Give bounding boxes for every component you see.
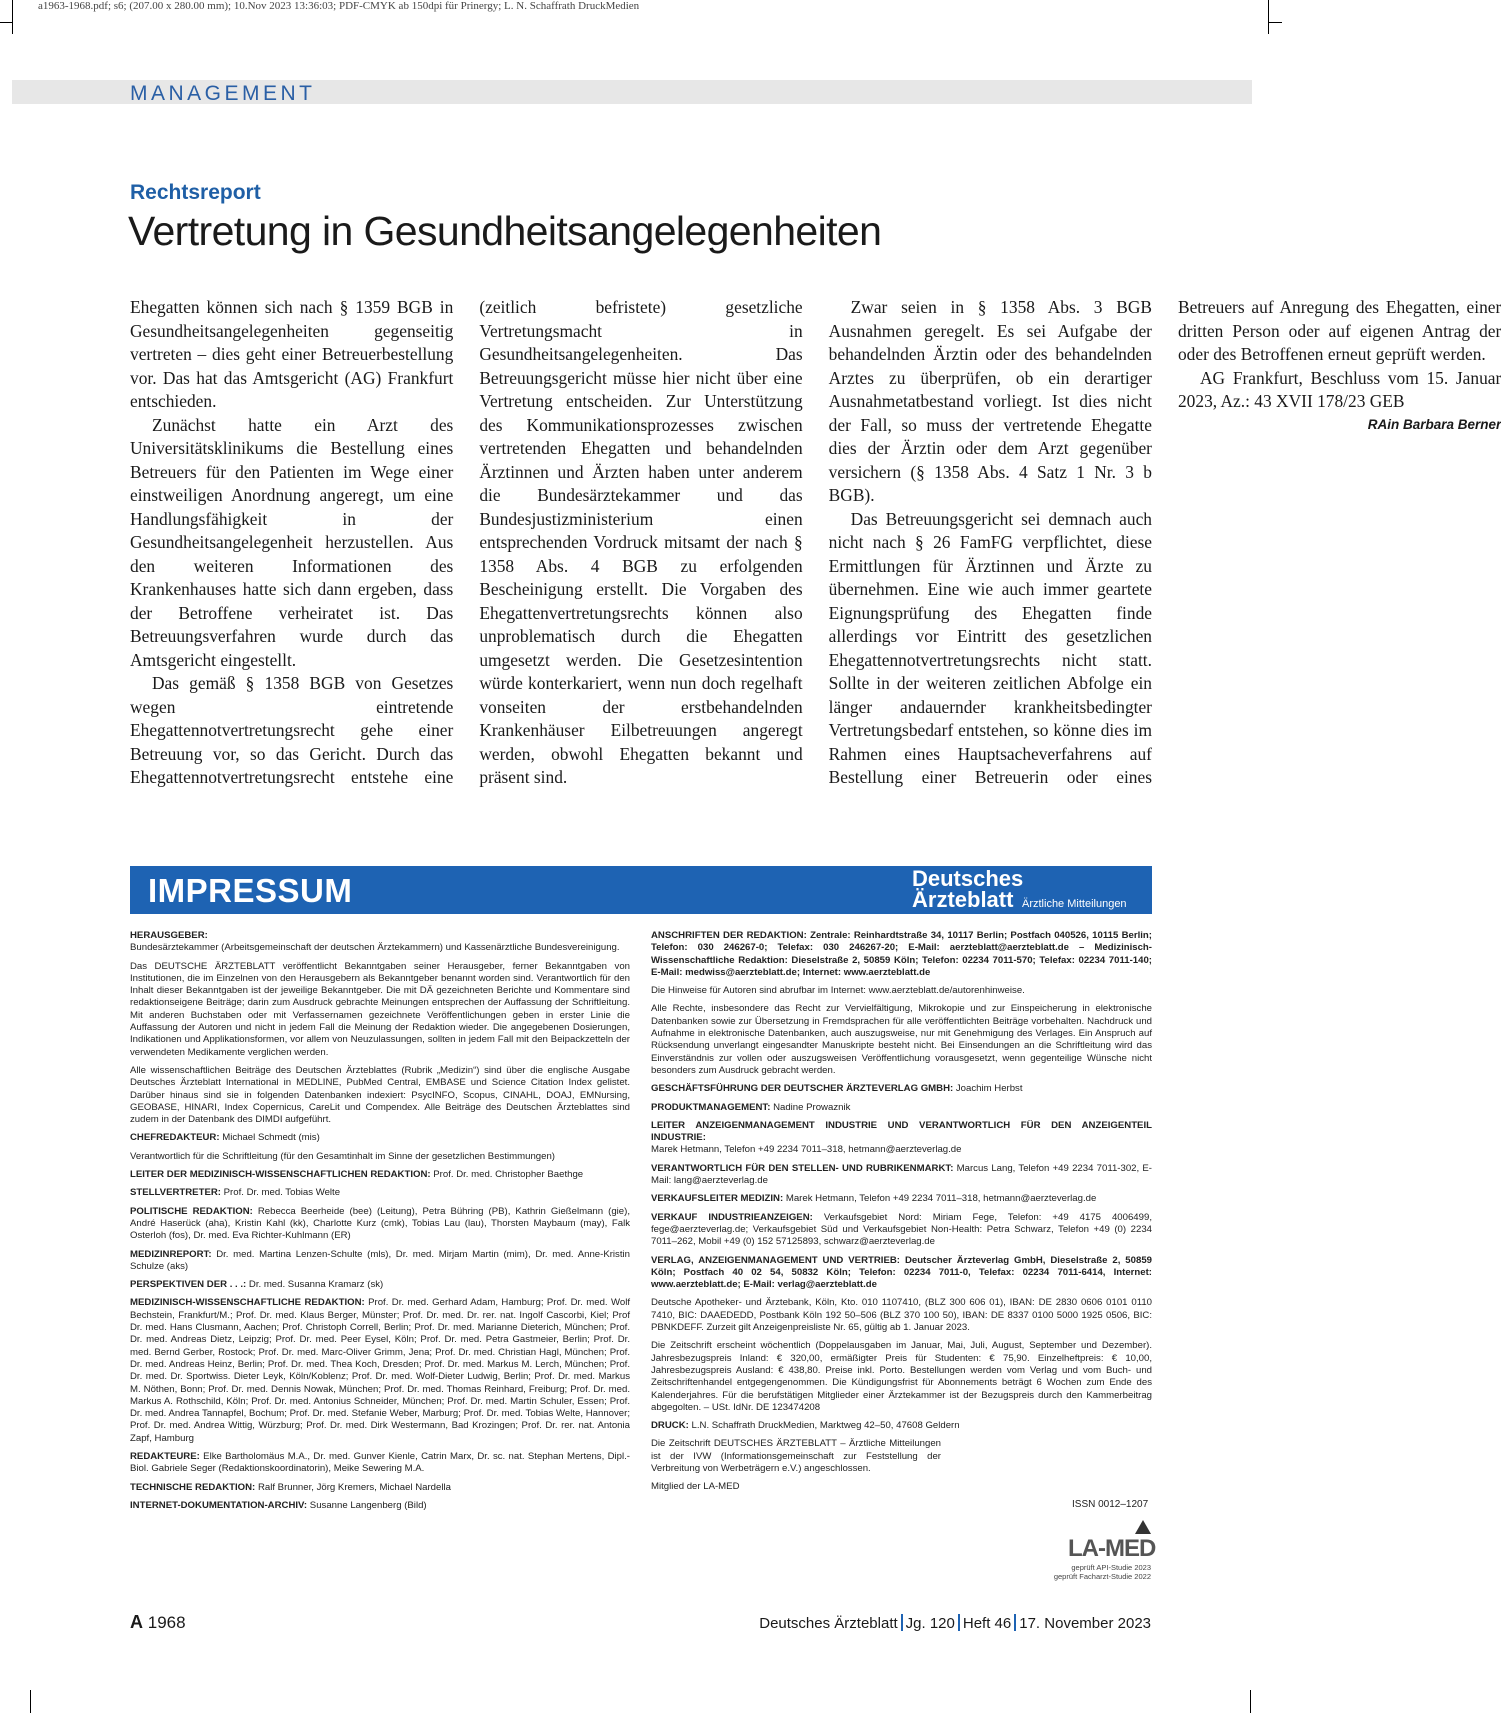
warning-triangle-icon	[1135, 1520, 1151, 1534]
impressum-entry-key: DRUCK:	[651, 1420, 689, 1432]
lamed-study-2: geprüft Facharzt-Studie 2022	[1053, 1572, 1151, 1581]
crop-mark	[30, 1690, 31, 1713]
footer-separator	[901, 1614, 903, 1631]
impressum-entry-value: Die Zeitschrift DEUTSCHES ÄRZTEBLATT – Ärztliche Mitteilungen ist der IVW (Informationsgemeinschaft zur Feststellung der Verbreitung von Werbeträgern e.V.) angeschlossen.	[651, 1438, 941, 1474]
impressum-entry	[651, 1102, 1152, 1114]
impressum-entry	[130, 1187, 630, 1199]
footer-journal: Deutsches Ärzteblatt	[759, 1615, 898, 1632]
impressum-entry-value: Zentrale: Reinhardtstraße 34, 10117 Berlin; Postfach 040526, 10115 Berlin; Telefon: 030 246267-0; Telefax: 030 246267-20; E-Mail: aerzteblatt@aerzteblatt.de – Medizinisch-Wissenschaftliche Redaktion: Dieselstraße 2, 50859 Köln; Telefon: 02234 7011-570; Telefax: 02234 7011-140; E-Mail: medwiss@aerzteblatt.de; Internet: www.aerzteblatt.de	[651, 930, 1152, 978]
impressum-entry	[130, 1279, 630, 1291]
page-number-value: 1968	[147, 1613, 186, 1632]
impressum-entry	[130, 1132, 630, 1144]
impressum-entry-value: Das DEUTSCHE ÄRZTEBLATT veröffentlicht Bekanntgaben seiner Herausgeber, ferner Bekanntgaben von Institutionen, die im Einzelnen von den Herausgebern als Bekanntgeber benannt worden sind. Verantwortlich für den Inhalt dieser Bekanntgaben ist der jeweilige Bekanntgeber. Die mit DÄ gezeichneten Berichte und Kommentare sind redaktionseigene Beiträge; darin zum Ausdruck gebrachte Meinungen entsprechen der Auffassung der Schriftleitung. Mit anderen Buchstaben oder mit Verfassernamen gezeichnete Veröffentlichungen geben in erster Linie die Auffassung der Autoren und nicht in jedem Fall die Meinung der Redaktion wieder. Die angegebenen Dosierungen, Indikationen und Applikationsformen, vor allem von Neuzulassungen, sollten in jedem Fall mit den Beipackzetteln der verwendeten Medikamente verglichen werden.	[130, 960, 630, 1058]
journal-logo-line1: Deutsches	[912, 866, 1024, 891]
crop-mark	[1268, 22, 1282, 23]
impressum-entry-key: HERAUSGEBER:	[130, 930, 208, 941]
impressum-entry-value: Susanne Langenberg (Bild)	[309, 1499, 427, 1511]
impressum-entry	[130, 1151, 630, 1163]
impressum-entry-key: MEDIZINREPORT:	[130, 1248, 212, 1260]
impressum-entry-value: Marek Hetmann, Telefon +49 2234 7011–318, hetmann@aerzteverlag.de	[651, 1144, 962, 1156]
impressum-entry	[651, 1212, 1152, 1249]
impressum-entry-key: GESCHÄFTSFÜHRUNG DER DEUTSCHER ÄRZTEVERLAG GMBH:	[651, 1083, 954, 1095]
impressum-entry	[651, 1438, 941, 1475]
impressum-entry-value: Verkaufsgebiet Nord: Miriam Fege, Telefon: +49 4175 4006499, fege@aerzteverlag.de; Verkaufsgebiet Süd und Verkaufsgebiet Non-Health: Petra Schwarz, Telefon +49 (0) 2234 7011–262, Mobil +49 (0) 152 57125893, schwarz@aerzteverlag.de	[651, 1211, 1152, 1248]
impressum-entry	[130, 930, 630, 955]
impressum-entry-value: Deutsche Apotheker- und Ärztebank, Köln, Kto. 010 1107410, (BLZ 300 606 01), IBAN: DE 2830 0606 0101 0110 7410, BIC: DAAEDEDD, Postbank Köln 192 50–506 (BLZ 370 100 50), IBAN: DE 8337 0100 5000 1925 0506, BIC: PBNKDEFF. Zurzeit gilt Anzeigenpreisliste Nr. 65, gültig ab 1. Januar 2023.	[651, 1297, 1152, 1334]
article-headline: Vertretung in Gesundheitsangelegenheiten	[128, 208, 882, 254]
impressum-entry-value: Nadine Prowaznik	[773, 1101, 851, 1113]
footer-date: 17. November 2023	[1019, 1615, 1151, 1632]
impressum-entry-value: L.N. Schaffrath DruckMedien, Marktweg 42–50, 47608 Geldern	[691, 1420, 960, 1432]
impressum-entry	[651, 930, 1152, 979]
impressum-entry-value: Alle wissenschaftlichen Beiträge des Deutschen Ärzteblattes (Rubrik „Medizin“) sind über die englische Ausgabe Deutsches Ärzteblatt International in MEDLINE, PubMed Central, EMBASE und Science Citation Index gelistet. Darüber hinaus sind sie in folgenden Datenbanken indexiert: PsycINFO, Scopus, CINAHL, DOAJ, EMNursing, GEOBASE, HINARI, Index Copernicus, CareLit und Compendex. Alle Beiträge des Deutschen Ärzteblattes sind zudem in der Datenbank des DIMDI aufgeführt.	[130, 1064, 630, 1126]
article-paragraph: Das Betreuungsgericht sei demnach auch nicht nach § 26 FamFG verpflichtet, diese Ermittlungen für Ärztinnen und Ärzte zu übernehmen. Eine wie auch immer geartete Eignungsprüfung des Ehegatten finde allerdings vor Eintritt des gesetzlichen Ehegattennotvertretungsrechts nicht statt. Sollte in der weiteren zeitlichen Abfolge ein länger andauernder krankheitsbedingter Vertretungsbedarf entstehen, so könne dies im Rahmen eines Hauptsacheverfahrens auf Bestellung einer Betreuerin oder eines Betreuers auf Anregung des Ehegatten, einer dritten Person oder auf eigenen Antrag der oder des Betroffenen erneut geprüft werden.	[828, 297, 1501, 787]
impressum-entry	[651, 1420, 1152, 1432]
impressum-entry	[651, 1481, 1152, 1493]
journal-logo-subtitle: Ärztliche Mitteilungen	[1022, 898, 1127, 910]
impressum-entry	[651, 1297, 1152, 1334]
article-citation: AG Frankfurt, Beschluss vom 15. Januar 2023, Az.: 43 XVII 178/23 GEB	[1177, 367, 1501, 411]
print-slug: a1963-1968.pdf; s6; (207.00 x 280.00 mm); 10.Nov 2023 13:36:03; PDF-CMYK ab 150dpi für Prinergy; L. N. Schaffrath DruckMedien	[38, 0, 640, 12]
impressum-entry-value: Deutscher Ärzteverlag GmbH, Dieselstraße 2, 50859 Köln; Postfach 40 02 54, 50832 Köln; Telefon: 02234 7011-0, Telefax: 02234 7011-6414, Internet: www.aerzteblatt.de; E-Mail: verlag@aerzteblatt.de	[651, 1254, 1152, 1291]
crop-mark	[12, 0, 13, 34]
impressum-entry-value: Dr. med. Martina Lenzen-Schulte (mls), Dr. med. Mirjam Martin (mim), Dr. med. Anne-Kristin Schulze (aks)	[130, 1248, 630, 1272]
crop-mark	[1250, 1690, 1251, 1713]
page-number	[130, 1612, 186, 1633]
impressum-entry	[651, 1193, 1152, 1205]
issn: ISSN 0012–1207	[1072, 1499, 1149, 1510]
impressum-title: IMPRESSUM	[148, 872, 353, 909]
impressum-entry	[651, 985, 1152, 997]
impressum-entry-value: Prof. Dr. med. Tobias Welte	[223, 1187, 341, 1199]
impressum-entry	[651, 1255, 1152, 1292]
impressum-entry-key: STELLVERTRETER:	[130, 1187, 221, 1199]
impressum-entry	[130, 1500, 630, 1512]
impressum-entry-value: Prof. Dr. med. Christopher Baethge	[433, 1169, 584, 1181]
impressum-entry	[130, 1065, 630, 1126]
article-kicker: Rechtsreport	[130, 181, 261, 204]
impressum-entry-value: Mitglied der LA-MED	[651, 1481, 740, 1493]
impressum-entry-key: TECHNISCHE REDAKTION:	[130, 1481, 256, 1493]
impressum-entry-key: ANSCHRIFTEN DER REDAKTION:	[651, 930, 807, 941]
impressum-entry-key: PRODUKTMANAGEMENT:	[651, 1101, 771, 1113]
impressum-entry-value: Prof. Dr. med. Gerhard Adam, Hamburg; Prof. Dr. med. Wolf Bechstein, Frankfurt/M.; Prof. Dr. med. Klaus Berger, Münster; Prof. Dr. med. Dr. rer. nat. Ingolf Cascorbi, Kiel; Prof Dr. med. Hans Clusmann, Aachen; Prof. Christoph Correll, Berlin; Prof. Dr. med. Marianne Dieterich, München; Prof. Dr. med. Andreas Dietz, Leipzig; Prof. Dr. med. Peer Eysel, Köln; Prof. Dr. med. Petra Gastmeier, Berlin; Prof. Dr. med. Bernd Gerber, Rostock; Prof. Dr. med. Marc-Oliver Grimm, Jena; Prof. Dr. med. Christian Hagl, München; Prof. Dr. med. Andreas Heinz, Berlin; Prof. Dr. med. Thea Koch, Dresden; Prof. Dr. med. Markus M. Lerch, München; Prof. Dr. med. Dr. Sportwiss. Dieter Leyk, Köln/Koblenz; Prof. Dr. med. Wolf-Dieter Ludwig, Berlin; Prof. Dr. med. Markus M. Nöthen, Bonn; Prof. Dr. med. Dennis Nowak, München; Prof. Dr. med. Thomas Reinhard, Freiburg; Prof. Dr. med. Markus A. Rothschild, Köln; Prof. Dr. med. Antonius Schneider, München; Prof. Dr. med. Martin Schuler, Essen; Prof. Dr. med. Andrea Tannapfel, Bochum; Prof. Dr. med. Stefanie Weber, Marburg; Prof. Dr. med. Tobias Welte, Hannover; Prof. Dr. med. Andrea Wittig, Würzburg; Prof. Dr. med. Dirk Westermann, Bad Krozingen; Prof. Dr. rer. nat. Antonia Zapf, Hamburg	[130, 1297, 630, 1444]
impressum-entry	[130, 1482, 630, 1494]
article-paragraph: Zunächst hatte ein Arzt des Universitätsklinikums die Bestellung eines Betreuers für den Patienten im Wege einer einstweiligen Anordnung angeregt, um eine Handlungsfähigkeit in der Gesundheitsangelegenheit herzustellen. Aus den weiteren Informationen des Krankenhauses hatte sich dann ergeben, dass der Betroffene verheiratet ist. Das Betreuungsverfahren wurde durch das Amtsgericht eingestellt.	[130, 414, 454, 670]
article-author: RAin Barbara Berner	[1367, 416, 1501, 432]
footer-volume: Jg. 120	[905, 1615, 955, 1632]
impressum-entry	[651, 1083, 1152, 1095]
article-paragraph: Das gemäß § 1358 BGB von Gesetzes wegen eintretende Ehegattennotvertretungsrecht gehe einer Betreuung vor, so das Gericht. Durch das Ehegattennotvertretungsrecht entstehe eine (zeitlich befristete) gesetzliche Vertretungsmacht in Gesundheitsangelegenheiten. Das Betreuungsgericht müsse hier nicht über eine Vertretung entscheiden. Zur Unterstützung des Kommunikationsprozesses zwischen vertretenden Ehegatten und behandelnden Ärztinnen und Ärzten haben unter anderem die Bundesärztekammer und das Bundesjustizministerium einen entsprechenden Vordruck mitsamt der nach § 1358 Abs. 4 BGB zu erfolgenden Bescheinigung erstellt. Die Vorgaben des Ehegattenvertretungsrechts können also unproblematisch durch die Ehegatten umgesetzt werden. Die Gesetzesintention würde konterkariert, wenn nun doch regelhaft vonseiten der erstbehandelnden Krankenhäuser Eilbetreuungen angeregt werden, obwohl Ehegatten bekannt und präsent sind.	[130, 297, 803, 787]
impressum-entry-key: LEITER DER MEDIZINISCH-WISSENSCHAFTLICHEN REDAKTION:	[130, 1169, 431, 1181]
impressum-entry-value: Die Hinweise für Autoren sind abrufbar im Internet: www.aerzteblatt.de/autorenhinweise.	[651, 985, 1025, 997]
impressum-left-column	[130, 930, 630, 1518]
impressum-entry-key: VERANTWORTLICH FÜR DEN STELLEN- UND RUBRIKENMARKT:	[651, 1162, 954, 1174]
article-paragraph: Ehegatten können sich nach § 1359 BGB in Gesundheitsangelegenheiten gegenseitig vertreten – dies geht einer Betreuerbestellung vor. Das hat das Amtsgericht (AG) Frankfurt entschieden.	[130, 297, 454, 411]
impressum-entry-value: Michael Schmedt (mis)	[222, 1132, 320, 1144]
impressum-entry-key: VERKAUF INDUSTRIEANZEIGEN:	[651, 1211, 813, 1223]
footer-issue-info	[759, 1614, 1151, 1632]
section-label: MANAGEMENT	[130, 82, 316, 105]
impressum-entry	[130, 1451, 630, 1476]
impressum-entry-key: PERSPEKTIVEN DER . . .:	[130, 1279, 247, 1291]
impressum-entry-value: Ralf Brunner, Jörg Kremers, Michael Nardella	[257, 1481, 451, 1493]
impressum-entry	[651, 1163, 1152, 1188]
impressum-right-column	[651, 930, 1152, 1500]
impressum-entry-value: Rebecca Beerheide (bee) (Leitung), Petra Bühring (PB), Kathrin Gießelmann (gie), André Haserück (aha), Kristin Kahl (kk), Charlotte Kurz (cmk), Tobias Lau (lau), Thorsten Maybaum (may), Falk Osterloh (fos), Dr. med. Eva Richter-Kuhlmann (ER)	[130, 1205, 630, 1242]
lamed-study-1: geprüft API-Studie 2023	[1071, 1563, 1151, 1572]
impressum-entry	[130, 1297, 630, 1445]
impressum-entry	[651, 1120, 1152, 1157]
impressum-entry-key: MEDIZINISCH-WISSENSCHAFTLICHE REDAKTION:	[130, 1297, 365, 1309]
impressum-entry-key: POLITISCHE REDAKTION:	[130, 1205, 253, 1217]
lamed-logo: LA-MED	[1068, 1535, 1156, 1562]
page-prefix: A	[130, 1612, 143, 1632]
footer-separator	[958, 1614, 960, 1631]
impressum-entry	[651, 1340, 1152, 1414]
journal-logo-line2: Ärzteblatt	[912, 887, 1014, 912]
impressum-entry-key: REDAKTEURE:	[130, 1450, 200, 1462]
crop-mark	[0, 22, 13, 23]
footer-issue: Heft 46	[962, 1615, 1012, 1632]
impressum-entry-value: Die Zeitschrift erscheint wöchentlich (Doppelausgaben im Januar, Mai, Juli, August, September und Dezember). Jahresbezugspreis Inland: € 320,00, ermäßigter Preis für Studenten: € 75,90. Einzelheftpreis: € 10,00, Jahresbezugspreis Ausland: € 438,80. Preise inkl. Porto. Bestellungen werden vom Verlag und vom Buch- und Zeitschriftenhandel entgegengenommen. Die Kündigungsfrist für Abonnements beträgt 6 Wochen zum Ende des Kalenderjahres. Für die berufstätigen Mitglieder einer Ärztekammer ist der Bezugspreis durch den Kammerbeitrag abgegolten. – USt. IdNr. DE 123474208	[651, 1340, 1152, 1413]
impressum-entry-key: LEITER ANZEIGENMANAGEMENT INDUSTRIE UND VERANTWORTLICH FÜR DEN ANZEIGENTEIL INDUSTRIE:	[651, 1119, 1152, 1144]
impressum-entry-key: INTERNET-DOKUMENTATION-ARCHIV:	[130, 1499, 308, 1511]
impressum-entry	[651, 1003, 1152, 1077]
impressum-entry-value: Verantwortlich für die Schriftleitung (für den Gesamtinhalt im Sinne der gesetzlichen Bestimmungen)	[130, 1150, 555, 1162]
impressum-entry-value: Alle Rechte, insbesondere das Recht zur Vervielfältigung, Mikrokopie und zur Einspeicherung in elektronische Datenbanken sowie zur Übersetzung in Fremdsprachen für alle veröffentlichten Beiträge vorbehalten. Nachdruck und Aufnahme in elektronische Datenbanken, auch auszugsweise, nur mit Genehmigung des Verlages. Ein Anspruch auf Rücksendung unverlangt eingesandter Manuskripte besteht nicht. Bei Einsendungen an die Schriftleitung wird das Einverständnis zur vollen oder auszugsweisen Veröffentlichung vorausgesetzt, wenn gegenteilige Wünsche nicht besonders zum Ausdruck gebracht werden.	[651, 1003, 1152, 1076]
impressum-entry-value: Marcus Lang, Telefon +49 2234 7011-302, E-Mail: lang@aerzteverlag.de	[651, 1162, 1152, 1187]
article-paragraph: Zwar seien in § 1358 Abs. 3 BGB Ausnahmen geregelt. Es sei Aufgabe der behandelnden Ärztin oder des behandelnden Arztes zu überprüfen, ob ein derartiger Ausnahmetatbestand vorliegt. Ist dies nicht der Fall, so muss der vertretende Ehegatte dies der Ärztin oder dem Arzt gegenüber versichern (§ 1358 Abs. 4 Satz 1 Nr. 3 b BGB).	[828, 297, 1152, 505]
impressum-entry-value: Elke Bartholomäus M.A., Dr. med. Gunver Kienle, Catrin Marx, Dr. sc. nat. Stephan Mertens, Dipl.-Biol. Gabriele Seger (Redaktionskoordinatorin), Meike Sewering M.A.	[130, 1450, 630, 1475]
article-body	[130, 296, 1501, 801]
footer-separator	[1014, 1614, 1016, 1631]
impressum-entry-value: Joachim Herbst	[955, 1083, 1023, 1095]
impressum-entry-value: Marek Hetmann, Telefon +49 2234 7011–318, hetmann@aerzteverlag.de	[785, 1193, 1097, 1205]
crop-mark	[1268, 0, 1269, 34]
impressum-entry-key: VERKAUFSLEITER MEDIZIN:	[651, 1193, 784, 1205]
impressum-entry	[130, 1206, 630, 1243]
impressum-entry	[130, 1169, 630, 1181]
impressum-entry-key: VERLAG, ANZEIGENMANAGEMENT UND VERTRIEB:	[651, 1254, 900, 1266]
impressum-entry	[130, 961, 630, 1059]
impressum-entry	[130, 1249, 630, 1274]
impressum-entry-value: Bundesärztekammer (Arbeitsgemeinschaft der deutschen Ärztekammern) und Kassenärztliche Bundesvereinigung.	[130, 942, 620, 954]
impressum-banner	[130, 866, 1152, 914]
impressum-entry-value: Dr. med. Susanna Kramarz (sk)	[248, 1279, 384, 1291]
impressum-entry-key: CHEFREDAKTEUR:	[130, 1132, 220, 1144]
